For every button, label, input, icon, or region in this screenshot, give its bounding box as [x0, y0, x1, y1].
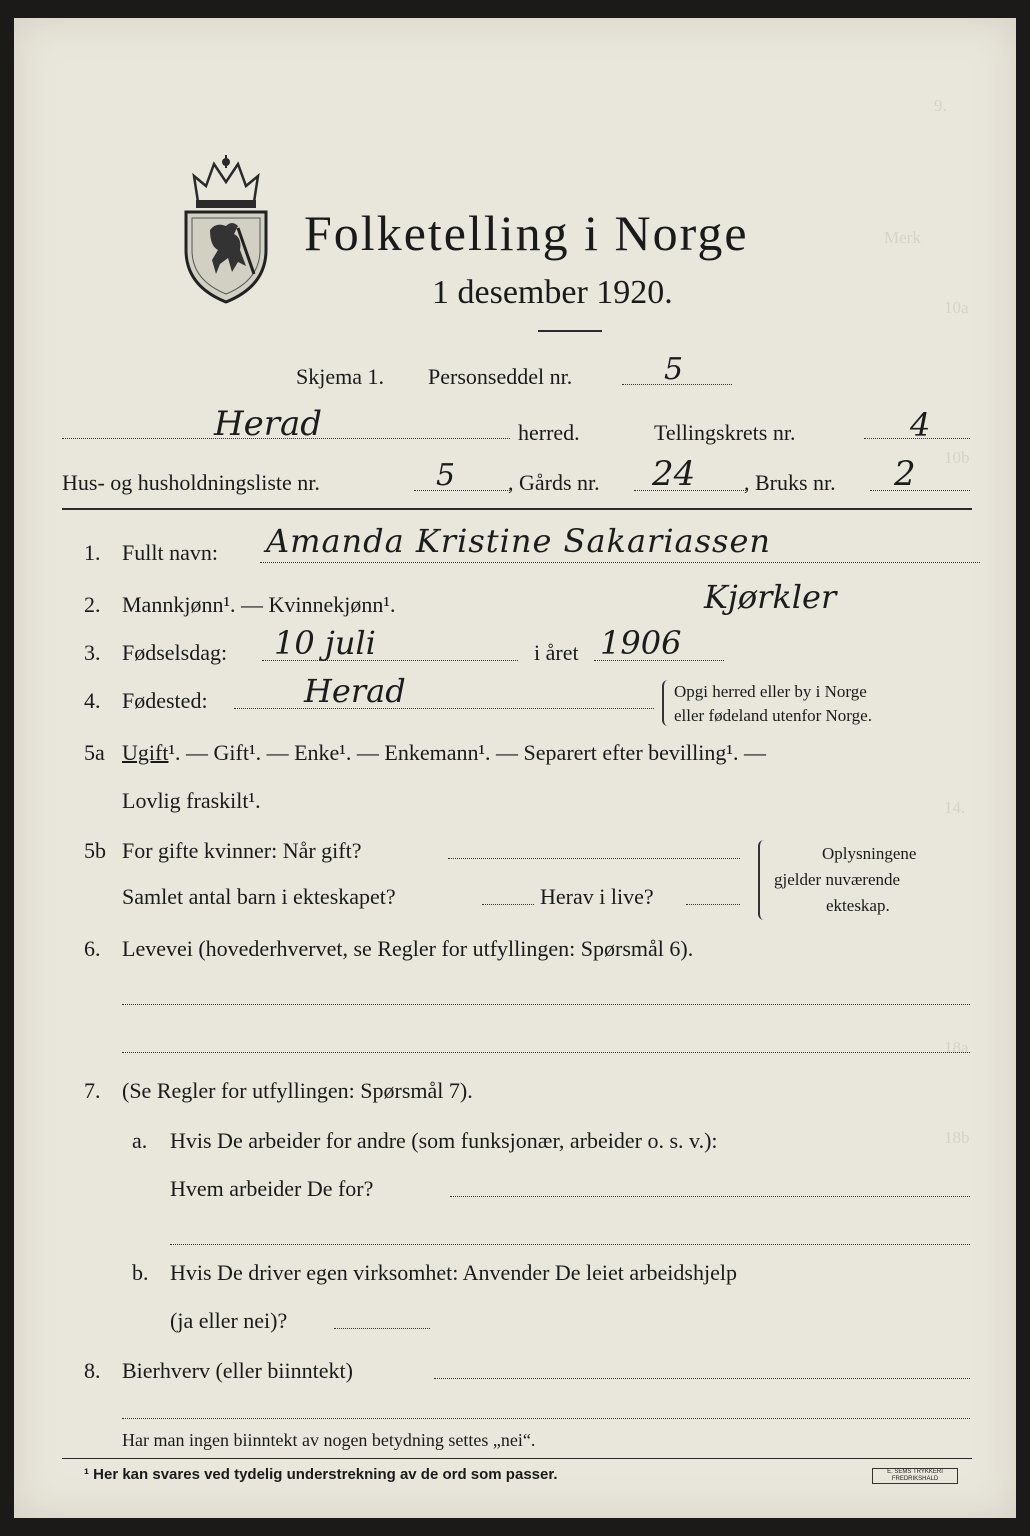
hus-label: Hus- og husholdningsliste nr.	[62, 470, 320, 495]
hus-value: 5	[436, 458, 456, 493]
gards-label: , Gårds nr.	[508, 470, 600, 495]
bleed-through-text: 14.	[944, 798, 966, 817]
q5b-note1: Oplysningene	[822, 844, 917, 863]
personseddel-value: 5	[664, 352, 684, 387]
section-divider	[62, 508, 972, 510]
q6-number: 6.	[84, 936, 101, 961]
q4-number: 4.	[84, 688, 101, 713]
q5a-options-line2[interactable]: Lovlig fraskilt¹.	[122, 788, 261, 813]
q5b-note3: ekteskap.	[826, 896, 890, 915]
q4-note-line1: Opgi herred eller by i Norge	[674, 682, 867, 701]
birth-year-value: 1906	[600, 624, 682, 662]
employer-field-2[interactable]	[170, 1244, 970, 1245]
skjema-label: Skjema 1.	[296, 364, 384, 389]
q1-number: 1.	[84, 540, 101, 565]
q1-label: Fullt navn:	[122, 540, 218, 565]
q3-number: 3.	[84, 640, 101, 665]
census-form-page	[14, 18, 1016, 1518]
q5b-number: 5b	[84, 838, 106, 863]
footnote: ¹ Her kan svares ved tydelig understrekning av de ord som passer.	[84, 1466, 558, 1483]
q4-label: Fødested:	[122, 688, 208, 713]
occupation-field-1[interactable]	[122, 1004, 970, 1005]
birthplace-field[interactable]	[234, 708, 654, 709]
q5b-line1: For gifte kvinner: Når gift?	[122, 838, 362, 863]
q4-note-brace	[662, 680, 670, 726]
q3-label: Fødselsdag:	[122, 640, 228, 665]
footnote-divider	[62, 1458, 972, 1459]
q7a-number: a.	[132, 1128, 148, 1153]
q5b-note2: gjelder nuværende	[774, 870, 901, 889]
printer-stamp: E. SEMS TRYKKERI FREDRIKSHALD	[872, 1468, 958, 1484]
children-alive-field[interactable]	[686, 904, 740, 905]
ugift-option[interactable]: Ugift	[122, 740, 169, 765]
q2-label: Mannkjønn¹. — Kvinnekjønn¹.	[122, 592, 396, 617]
q7b-line2: (ja eller nei)?	[170, 1308, 288, 1333]
q5a-options-line1	[122, 740, 766, 766]
hus-field[interactable]	[414, 490, 510, 491]
children-count-field[interactable]	[482, 904, 534, 905]
tellingskrets-label: Tellingskrets nr.	[654, 420, 796, 445]
q5b-line2b: Herav i live?	[540, 884, 654, 909]
bruks-field[interactable]	[870, 490, 970, 491]
bleed-through-text: 10a	[944, 298, 969, 317]
q8-number: 8.	[84, 1358, 101, 1383]
tellingskrets-value: 4	[910, 406, 931, 444]
bleed-through-text: 9.	[934, 96, 947, 115]
q5a-number: 5a	[84, 740, 105, 765]
birthplace-value: Herad	[304, 672, 406, 710]
side-income-field-2[interactable]	[122, 1418, 970, 1419]
q8-note: Har man ingen biinntekt av nogen betydning settes „nei“.	[122, 1430, 536, 1450]
q8-label: Bierhverv (eller biinntekt)	[122, 1358, 353, 1383]
bruks-label: , Bruks nr.	[744, 470, 836, 495]
hired-help-field[interactable]	[334, 1328, 430, 1329]
herred-label: herred.	[518, 420, 580, 445]
q5b-note-brace	[758, 840, 768, 920]
q2-number: 2.	[84, 592, 101, 617]
q5b-line2a: Samlet antal barn i ekteskapet?	[122, 884, 396, 909]
q5a-options-rest: ¹. — Gift¹. — Enke¹. — Enkemann¹. — Separert efter bevilling¹. —	[168, 740, 766, 765]
q2-annotation: Kjørkler	[704, 578, 837, 616]
title-divider	[538, 330, 602, 332]
employer-field[interactable]	[450, 1196, 970, 1197]
married-date-field[interactable]	[448, 858, 740, 859]
q7-number: 7.	[84, 1078, 101, 1103]
q4-note-line2: eller fødeland utenfor Norge.	[674, 706, 872, 725]
bleed-through-text: 18a	[944, 1038, 969, 1057]
full-name-field[interactable]	[260, 562, 980, 563]
q7b-line1: Hvis De driver egen virksomhet: Anvender De leiet arbeidshjelp	[170, 1260, 737, 1285]
personseddel-label: Personseddel nr.	[428, 364, 573, 389]
bruks-value: 2	[894, 454, 916, 494]
occupation-field-2[interactable]	[122, 1052, 970, 1053]
q7-label: (Se Regler for utfyllingen: Spørsmål 7).	[122, 1078, 473, 1103]
full-name-value: Amanda Kristine Sakariassen	[266, 522, 772, 560]
q6-label: Levevei (hovederhvervet, se Regler for utfyllingen: Spørsmål 6).	[122, 936, 694, 961]
norway-coat-of-arms-icon	[180, 154, 272, 304]
herred-value: Herad	[214, 404, 323, 444]
q7a-line1: Hvis De arbeider for andre (som funksjonær, arbeider o. s. v.):	[170, 1128, 718, 1153]
gards-value: 24	[652, 454, 696, 494]
bleed-through-text: Merk	[884, 228, 921, 247]
side-income-field[interactable]	[434, 1378, 970, 1379]
bleed-through-text: 18b	[944, 1128, 970, 1147]
form-subtitle: 1 desember 1920.	[432, 274, 673, 311]
bleed-through-text: 10b	[944, 448, 970, 467]
birthday-value: 10 juli	[274, 624, 376, 662]
form-title: Folketelling i Norge	[304, 205, 749, 261]
q7a-line2: Hvem arbeider De for?	[170, 1176, 374, 1201]
q7b-number: b.	[132, 1260, 149, 1285]
q3-year-label: i året	[534, 640, 579, 665]
